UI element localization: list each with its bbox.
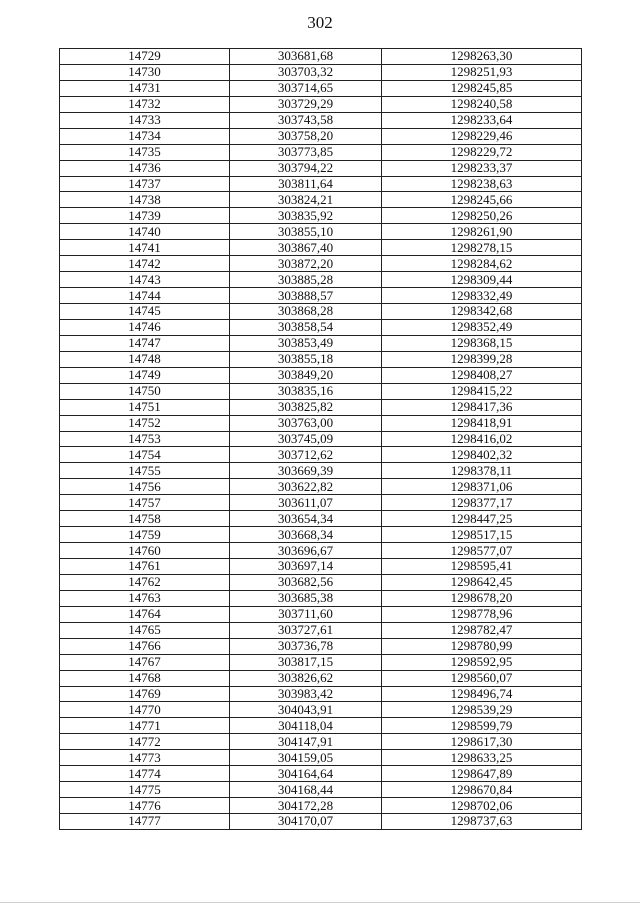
y-coordinate-cell: 1298233,64 (382, 112, 582, 128)
x-coordinate-cell: 303811,64 (230, 176, 382, 192)
table-row (60, 319, 582, 335)
y-coordinate-cell: 1298251,93 (382, 64, 582, 80)
y-coordinate-cell: 1298599,79 (382, 718, 582, 734)
y-coordinate-cell: 1298229,72 (382, 144, 582, 160)
point-number-cell: 14744 (60, 288, 230, 304)
x-coordinate-cell: 303825,82 (230, 399, 382, 415)
point-number-cell: 14751 (60, 399, 230, 415)
point-number-cell: 14739 (60, 208, 230, 224)
point-number-cell: 14738 (60, 192, 230, 208)
table-row (60, 96, 582, 112)
table-row (60, 638, 582, 654)
table-row (60, 718, 582, 734)
table-row (60, 654, 582, 670)
table-row (60, 463, 582, 479)
point-number-cell: 14755 (60, 463, 230, 479)
x-coordinate-cell: 303849,20 (230, 367, 382, 383)
x-coordinate-cell: 303714,65 (230, 80, 382, 96)
y-coordinate-cell: 1298447,25 (382, 511, 582, 527)
x-coordinate-cell: 303697,14 (230, 559, 382, 575)
point-number-cell: 14775 (60, 782, 230, 798)
point-number-cell: 14770 (60, 702, 230, 718)
point-number-cell: 14765 (60, 622, 230, 638)
y-coordinate-cell: 1298595,41 (382, 559, 582, 575)
y-coordinate-cell: 1298233,37 (382, 160, 582, 176)
y-coordinate-cell: 1298642,45 (382, 574, 582, 590)
table-row (60, 622, 582, 638)
y-coordinate-cell: 1298352,49 (382, 319, 582, 335)
point-number-cell: 14736 (60, 160, 230, 176)
x-coordinate-cell: 303835,16 (230, 383, 382, 399)
point-number-cell: 14734 (60, 128, 230, 144)
x-coordinate-cell: 304118,04 (230, 718, 382, 734)
y-coordinate-cell: 1298617,30 (382, 734, 582, 750)
y-coordinate-cell: 1298238,63 (382, 176, 582, 192)
x-coordinate-cell: 304043,91 (230, 702, 382, 718)
table-row (60, 176, 582, 192)
y-coordinate-cell: 1298284,62 (382, 256, 582, 272)
x-coordinate-cell: 303681,68 (230, 49, 382, 65)
x-coordinate-cell: 303611,07 (230, 495, 382, 511)
point-number-cell: 14767 (60, 654, 230, 670)
table-row (60, 750, 582, 766)
x-coordinate-cell: 303885,28 (230, 272, 382, 288)
table-row (60, 192, 582, 208)
table-row (60, 527, 582, 543)
y-coordinate-cell: 1298229,46 (382, 128, 582, 144)
point-number-cell: 14766 (60, 638, 230, 654)
x-coordinate-cell: 303858,54 (230, 319, 382, 335)
table-row (60, 431, 582, 447)
y-coordinate-cell: 1298737,63 (382, 814, 582, 830)
x-coordinate-cell: 303794,22 (230, 160, 382, 176)
y-coordinate-cell: 1298371,06 (382, 479, 582, 495)
x-coordinate-cell: 303824,21 (230, 192, 382, 208)
x-coordinate-cell: 303872,20 (230, 256, 382, 272)
table-row (60, 543, 582, 559)
point-number-cell: 14772 (60, 734, 230, 750)
point-number-cell: 14735 (60, 144, 230, 160)
table-row (60, 367, 582, 383)
table-row (60, 606, 582, 622)
y-coordinate-cell: 1298560,07 (382, 670, 582, 686)
point-number-cell: 14762 (60, 574, 230, 590)
x-coordinate-cell: 303729,29 (230, 96, 382, 112)
table-row (60, 128, 582, 144)
y-coordinate-cell: 1298670,84 (382, 782, 582, 798)
table-row (60, 351, 582, 367)
y-coordinate-cell: 1298342,68 (382, 304, 582, 320)
point-number-cell: 14746 (60, 319, 230, 335)
y-coordinate-cell: 1298399,28 (382, 351, 582, 367)
table-row (60, 272, 582, 288)
x-coordinate-cell: 303983,42 (230, 686, 382, 702)
coordinates-table (59, 48, 582, 830)
point-number-cell: 14742 (60, 256, 230, 272)
y-coordinate-cell: 1298309,44 (382, 272, 582, 288)
y-coordinate-cell: 1298647,89 (382, 766, 582, 782)
table-row (60, 208, 582, 224)
coordinates-table-body (60, 49, 582, 830)
y-coordinate-cell: 1298368,15 (382, 335, 582, 351)
point-number-cell: 14761 (60, 559, 230, 575)
point-number-cell: 14745 (60, 304, 230, 320)
point-number-cell: 14776 (60, 798, 230, 814)
y-coordinate-cell: 1298633,25 (382, 750, 582, 766)
point-number-cell: 14730 (60, 64, 230, 80)
x-coordinate-cell: 303703,32 (230, 64, 382, 80)
table-row (60, 256, 582, 272)
point-number-cell: 14771 (60, 718, 230, 734)
y-coordinate-cell: 1298245,66 (382, 192, 582, 208)
y-coordinate-cell: 1298678,20 (382, 590, 582, 606)
point-number-cell: 14757 (60, 495, 230, 511)
table-row (60, 702, 582, 718)
y-coordinate-cell: 1298539,29 (382, 702, 582, 718)
point-number-cell: 14773 (60, 750, 230, 766)
y-coordinate-cell: 1298416,02 (382, 431, 582, 447)
table-row (60, 782, 582, 798)
point-number-cell: 14764 (60, 606, 230, 622)
table-row (60, 144, 582, 160)
table-row (60, 80, 582, 96)
x-coordinate-cell: 303853,49 (230, 335, 382, 351)
table-row (60, 288, 582, 304)
table-row (60, 479, 582, 495)
y-coordinate-cell: 1298592,95 (382, 654, 582, 670)
x-coordinate-cell: 303758,20 (230, 128, 382, 144)
x-coordinate-cell: 304147,91 (230, 734, 382, 750)
point-number-cell: 14740 (60, 224, 230, 240)
x-coordinate-cell: 303745,09 (230, 431, 382, 447)
x-coordinate-cell: 303817,15 (230, 654, 382, 670)
y-coordinate-cell: 1298332,49 (382, 288, 582, 304)
table-row (60, 559, 582, 575)
point-number-cell: 14756 (60, 479, 230, 495)
table-row (60, 383, 582, 399)
table-row (60, 734, 582, 750)
table-row (60, 814, 582, 830)
x-coordinate-cell: 304170,07 (230, 814, 382, 830)
x-coordinate-cell: 303711,60 (230, 606, 382, 622)
y-coordinate-cell: 1298496,74 (382, 686, 582, 702)
point-number-cell: 14731 (60, 80, 230, 96)
y-coordinate-cell: 1298577,07 (382, 543, 582, 559)
table-row (60, 49, 582, 65)
point-number-cell: 14777 (60, 814, 230, 830)
table-row (60, 766, 582, 782)
y-coordinate-cell: 1298418,91 (382, 415, 582, 431)
table-row (60, 511, 582, 527)
x-coordinate-cell: 303888,57 (230, 288, 382, 304)
table-row (60, 574, 582, 590)
point-number-cell: 14750 (60, 383, 230, 399)
x-coordinate-cell: 303685,38 (230, 590, 382, 606)
table-row (60, 590, 582, 606)
y-coordinate-cell: 1298278,15 (382, 240, 582, 256)
point-number-cell: 14760 (60, 543, 230, 559)
table-row (60, 495, 582, 511)
y-coordinate-cell: 1298378,11 (382, 463, 582, 479)
point-number-cell: 14747 (60, 335, 230, 351)
y-coordinate-cell: 1298377,17 (382, 495, 582, 511)
table-row (60, 798, 582, 814)
x-coordinate-cell: 303669,39 (230, 463, 382, 479)
table-row (60, 160, 582, 176)
point-number-cell: 14758 (60, 511, 230, 527)
x-coordinate-cell: 303773,85 (230, 144, 382, 160)
point-number-cell: 14741 (60, 240, 230, 256)
x-coordinate-cell: 303682,56 (230, 574, 382, 590)
point-number-cell: 14769 (60, 686, 230, 702)
x-coordinate-cell: 303622,82 (230, 479, 382, 495)
x-coordinate-cell: 303867,40 (230, 240, 382, 256)
x-coordinate-cell: 303727,61 (230, 622, 382, 638)
x-coordinate-cell: 303736,78 (230, 638, 382, 654)
point-number-cell: 14753 (60, 431, 230, 447)
x-coordinate-cell: 303743,58 (230, 112, 382, 128)
table-row (60, 240, 582, 256)
point-number-cell: 14749 (60, 367, 230, 383)
y-coordinate-cell: 1298408,27 (382, 367, 582, 383)
x-coordinate-cell: 303826,62 (230, 670, 382, 686)
table-row (60, 304, 582, 320)
table-row (60, 64, 582, 80)
point-number-cell: 14752 (60, 415, 230, 431)
y-coordinate-cell: 1298780,99 (382, 638, 582, 654)
y-coordinate-cell: 1298782,47 (382, 622, 582, 638)
point-number-cell: 14754 (60, 447, 230, 463)
point-number-cell: 14743 (60, 272, 230, 288)
table-row (60, 335, 582, 351)
x-coordinate-cell: 303855,10 (230, 224, 382, 240)
y-coordinate-cell: 1298778,96 (382, 606, 582, 622)
x-coordinate-cell: 303868,28 (230, 304, 382, 320)
x-coordinate-cell: 303855,18 (230, 351, 382, 367)
point-number-cell: 14774 (60, 766, 230, 782)
x-coordinate-cell: 303696,67 (230, 543, 382, 559)
x-coordinate-cell: 304172,28 (230, 798, 382, 814)
y-coordinate-cell: 1298415,22 (382, 383, 582, 399)
x-coordinate-cell: 304159,05 (230, 750, 382, 766)
table-row (60, 112, 582, 128)
x-coordinate-cell: 303668,34 (230, 527, 382, 543)
table-row (60, 399, 582, 415)
y-coordinate-cell: 1298261,90 (382, 224, 582, 240)
point-number-cell: 14737 (60, 176, 230, 192)
y-coordinate-cell: 1298263,30 (382, 49, 582, 65)
point-number-cell: 14748 (60, 351, 230, 367)
y-coordinate-cell: 1298702,06 (382, 798, 582, 814)
point-number-cell: 14729 (60, 49, 230, 65)
x-coordinate-cell: 304168,44 (230, 782, 382, 798)
y-coordinate-cell: 1298517,15 (382, 527, 582, 543)
table-row (60, 686, 582, 702)
y-coordinate-cell: 1298250,26 (382, 208, 582, 224)
page-bottom-edge (0, 902, 640, 903)
x-coordinate-cell: 303712,62 (230, 447, 382, 463)
table-row (60, 415, 582, 431)
point-number-cell: 14763 (60, 590, 230, 606)
table-row (60, 447, 582, 463)
table-row (60, 670, 582, 686)
point-number-cell: 14732 (60, 96, 230, 112)
y-coordinate-cell: 1298402,32 (382, 447, 582, 463)
x-coordinate-cell: 303763,00 (230, 415, 382, 431)
page-number: 302 (307, 13, 333, 32)
point-number-cell: 14759 (60, 527, 230, 543)
y-coordinate-cell: 1298245,85 (382, 80, 582, 96)
y-coordinate-cell: 1298240,58 (382, 96, 582, 112)
y-coordinate-cell: 1298417,36 (382, 399, 582, 415)
x-coordinate-cell: 304164,64 (230, 766, 382, 782)
point-number-cell: 14733 (60, 112, 230, 128)
point-number-cell: 14768 (60, 670, 230, 686)
table-row (60, 224, 582, 240)
x-coordinate-cell: 303654,34 (230, 511, 382, 527)
x-coordinate-cell: 303835,92 (230, 208, 382, 224)
